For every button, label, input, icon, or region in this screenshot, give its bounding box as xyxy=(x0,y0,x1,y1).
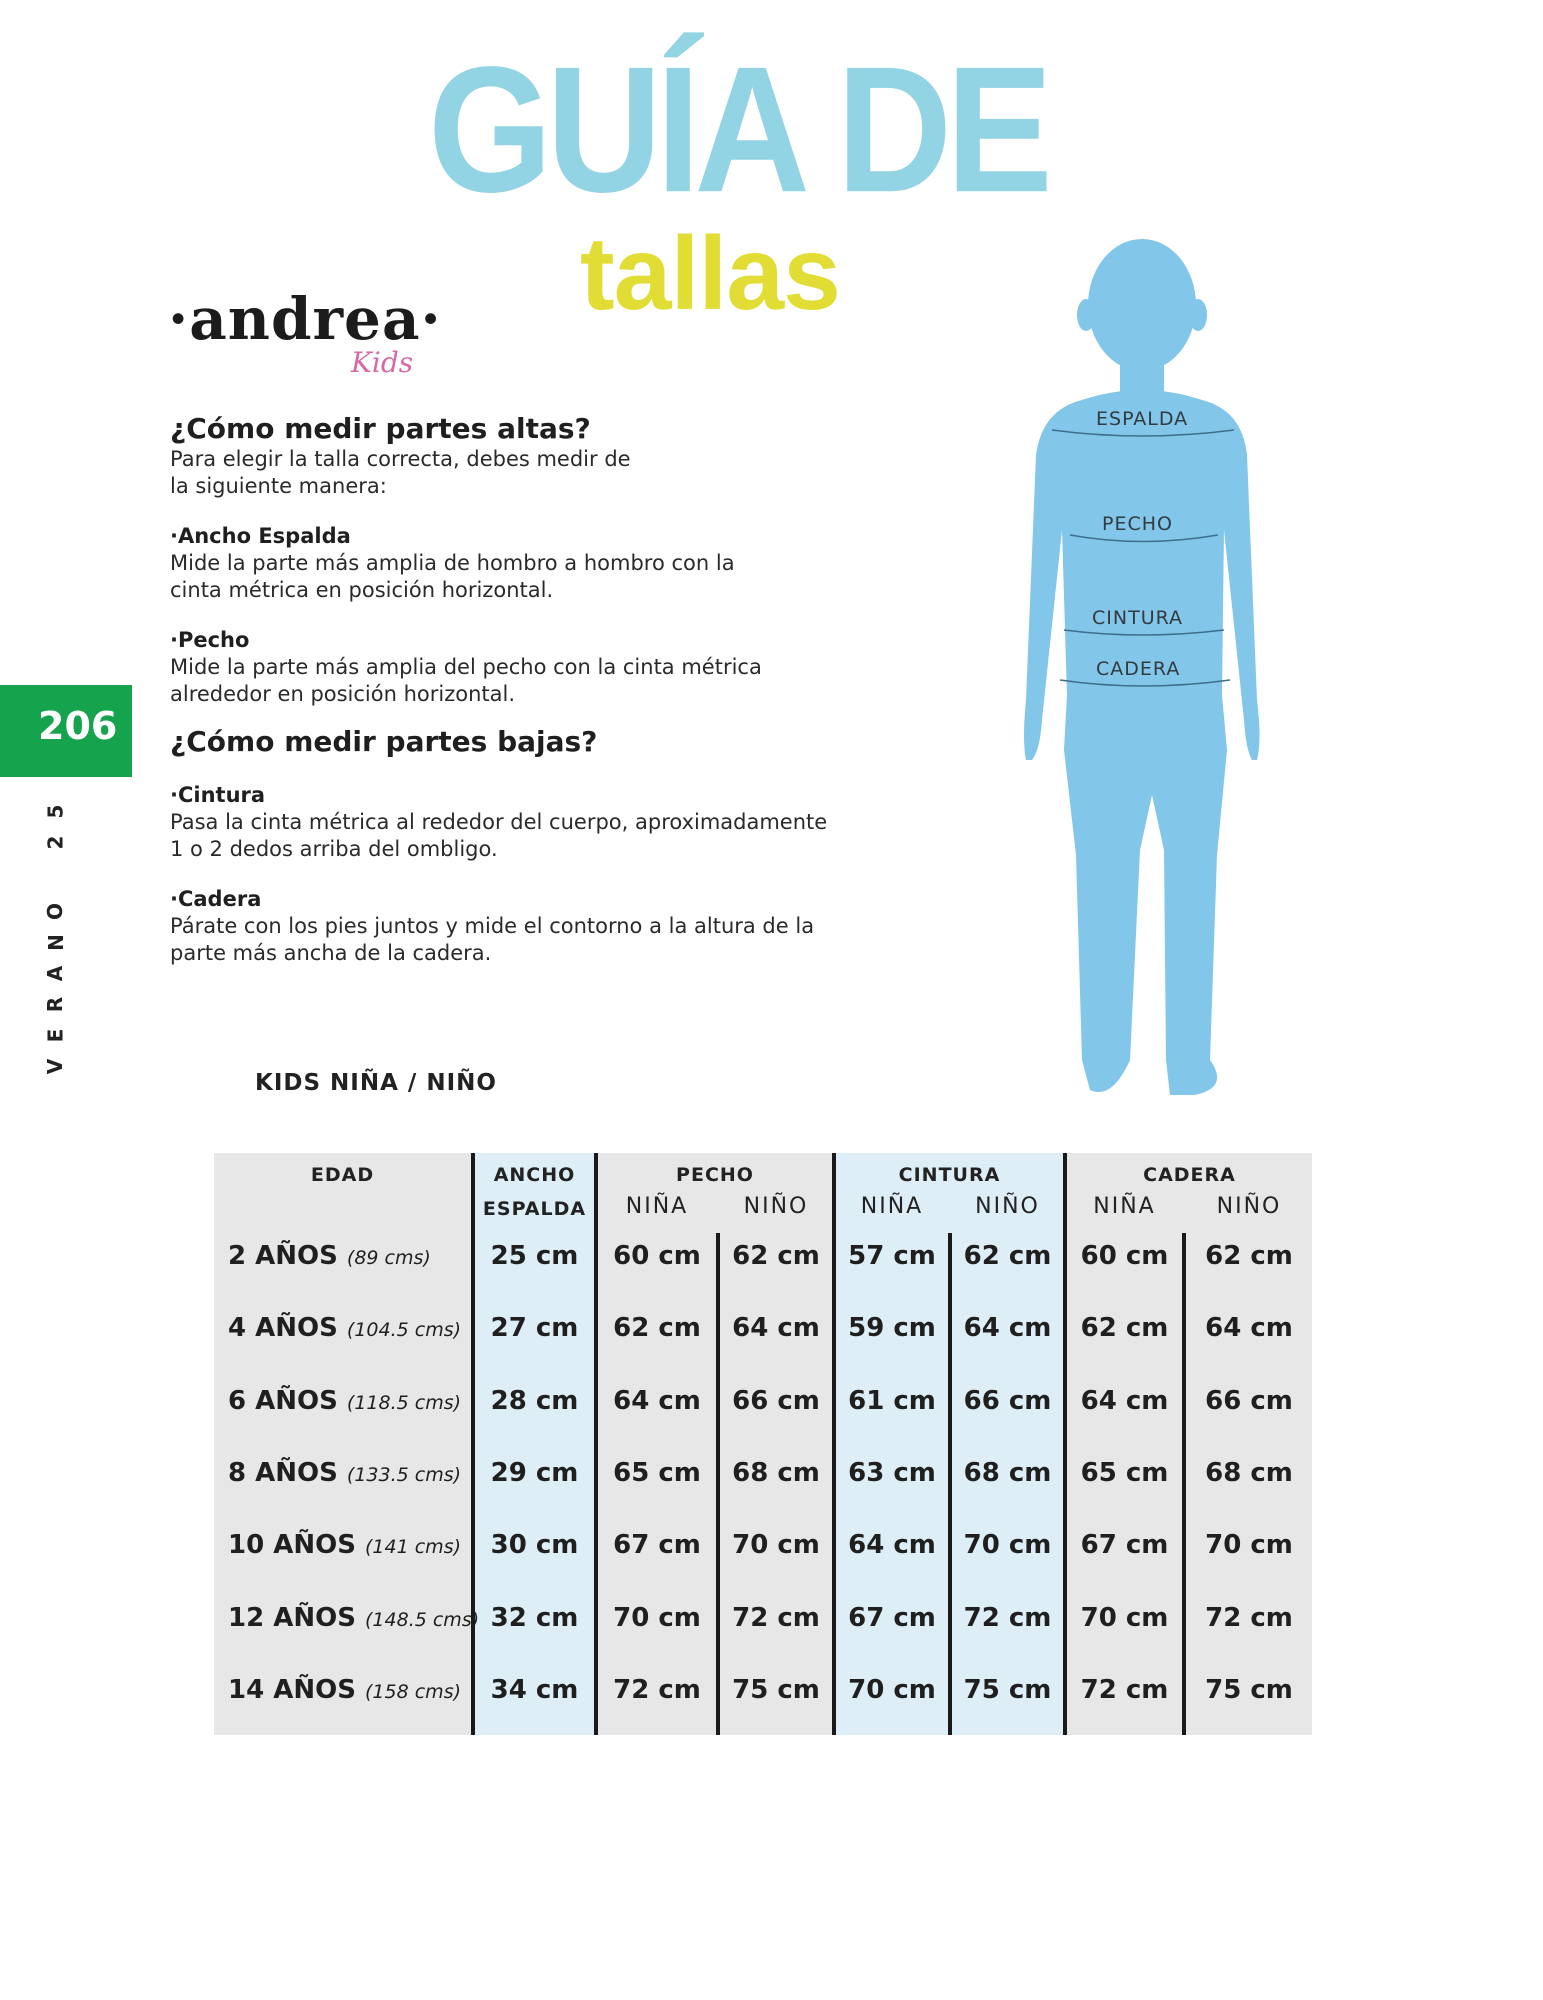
table-cell: 65 cm xyxy=(613,1458,701,1488)
header-espalda: ESPALDA xyxy=(482,1198,587,1220)
size-table xyxy=(214,1153,1312,1735)
upper-intro-line: la siguiente manera: xyxy=(170,473,387,498)
table-cell: 70 cm xyxy=(613,1603,701,1633)
item-title-pecho: ·Pecho xyxy=(170,627,250,652)
age-height: (133.5 cms) xyxy=(346,1464,462,1486)
item-text: alrededor en posición horizontal. xyxy=(170,681,516,706)
table-cell: 64 cm xyxy=(963,1313,1052,1343)
table-cell: 62 cm xyxy=(963,1241,1052,1271)
page-title: GUÍA DE xyxy=(428,28,1047,230)
season-letter: R xyxy=(43,996,68,1013)
subheader-nina: NIÑA xyxy=(860,1194,924,1219)
table-cell: 72 cm xyxy=(613,1675,701,1705)
header-ancho: ANCHO xyxy=(493,1164,576,1186)
table-cell: 70 cm xyxy=(732,1530,820,1560)
row-age xyxy=(228,1603,479,1633)
row-age xyxy=(228,1458,461,1488)
table-cell: 68 cm xyxy=(963,1458,1052,1488)
item-text: 1 o 2 dedos arriba del ombligo. xyxy=(170,836,498,861)
table-cell: 72 cm xyxy=(1080,1675,1169,1705)
item-text: Párate con los pies juntos y mide el contorno a la altura de la xyxy=(170,913,815,938)
season-letter: 5 xyxy=(43,804,68,819)
table-cell: 66 cm xyxy=(963,1386,1052,1416)
lower-instructions xyxy=(170,725,890,967)
table-cell: 67 cm xyxy=(848,1603,936,1633)
header-cadera: CADERA xyxy=(1143,1164,1236,1186)
season-letter: V xyxy=(43,1058,68,1075)
page-subtitle: tallas xyxy=(580,216,840,332)
upper-instructions xyxy=(170,412,890,708)
upper-intro-line: Para elegir la talla correcta, debes medir de xyxy=(170,446,631,471)
age-height: (89 cms) xyxy=(346,1247,431,1269)
item-text: Pasa la cinta métrica al rededor del cuerpo, aproximadamente xyxy=(170,809,828,834)
table-cell: 66 cm xyxy=(732,1386,820,1416)
lower-heading: ¿Cómo medir partes bajas? xyxy=(170,725,598,758)
age-label: 10 AÑOS xyxy=(228,1530,356,1560)
age-label: 6 AÑOS xyxy=(228,1386,338,1416)
subheader-nino: NIÑO xyxy=(975,1194,1040,1219)
brand-name: ·andrea· xyxy=(168,285,442,353)
item-title-ancho: ·Ancho Espalda xyxy=(170,523,351,548)
table-cell: 67 cm xyxy=(1080,1530,1169,1560)
table-cell: 62 cm xyxy=(1080,1313,1169,1343)
label-cadera: CADERA xyxy=(1096,658,1181,680)
age-height: (158 cms) xyxy=(365,1681,461,1703)
body-figure xyxy=(1012,230,1302,1100)
brand-logo xyxy=(168,285,442,379)
table-cell: 62 cm xyxy=(613,1313,701,1343)
age-height: (104.5 cms) xyxy=(346,1319,462,1341)
season-letter: O xyxy=(43,902,68,921)
age-label: 8 AÑOS xyxy=(228,1458,338,1488)
table-cell: 34 cm xyxy=(490,1675,579,1705)
table-cell: 70 cm xyxy=(1080,1603,1169,1633)
page-number: 206 xyxy=(38,704,118,748)
row-age xyxy=(228,1241,431,1271)
table-cell: 62 cm xyxy=(732,1241,820,1271)
item-title-cintura: ·Cintura xyxy=(170,782,266,807)
table-cell: 60 cm xyxy=(613,1241,701,1271)
age-height: (118.5 cms) xyxy=(346,1392,462,1414)
table-cell: 67 cm xyxy=(613,1530,701,1560)
table-cell: 57 cm xyxy=(848,1241,936,1271)
table-cell: 63 cm xyxy=(848,1458,936,1488)
row-age xyxy=(228,1530,461,1560)
item-text: Mide la parte más amplia de hombro a hombro con la xyxy=(170,550,735,575)
header-edad: EDAD xyxy=(310,1164,375,1186)
item-text: cinta métrica en posición horizontal. xyxy=(170,577,554,602)
season-letter: A xyxy=(43,965,68,982)
table-cell: 70 cm xyxy=(963,1530,1052,1560)
age-label: 2 AÑOS xyxy=(228,1241,338,1271)
row-age xyxy=(228,1313,461,1343)
table-cell: 30 cm xyxy=(490,1530,579,1560)
table-cell: 75 cm xyxy=(1205,1675,1293,1705)
item-title-cadera: ·Cadera xyxy=(170,886,262,911)
table-cell: 25 cm xyxy=(490,1241,579,1271)
table-cell: 68 cm xyxy=(732,1458,820,1488)
table-cell: 61 cm xyxy=(848,1386,936,1416)
table-cell: 75 cm xyxy=(732,1675,820,1705)
table-cell: 59 cm xyxy=(848,1313,936,1343)
table-cell: 65 cm xyxy=(1080,1458,1169,1488)
table-cell: 70 cm xyxy=(848,1675,936,1705)
table-cell: 29 cm xyxy=(490,1458,579,1488)
table-cell: 64 cm xyxy=(848,1530,936,1560)
table-cell: 72 cm xyxy=(1205,1603,1293,1633)
age-height: (141 cms) xyxy=(365,1536,461,1558)
item-text: parte más ancha de la cadera. xyxy=(170,940,492,965)
table-cell: 64 cm xyxy=(732,1313,820,1343)
table-cell: 75 cm xyxy=(963,1675,1052,1705)
page-number-tab xyxy=(0,685,132,777)
subheader-nino: NIÑO xyxy=(743,1194,809,1219)
subheader-nino: NIÑO xyxy=(1216,1194,1282,1219)
brand-sub: Kids xyxy=(351,346,414,379)
upper-heading: ¿Cómo medir partes altas? xyxy=(170,412,591,445)
table-cell: 66 cm xyxy=(1205,1386,1293,1416)
table-cell: 72 cm xyxy=(963,1603,1052,1633)
table-cell: 62 cm xyxy=(1205,1241,1293,1271)
table-cell: 64 cm xyxy=(1205,1313,1293,1343)
row-age xyxy=(228,1675,461,1705)
table-cell: 27 cm xyxy=(490,1313,579,1343)
table-cell: 70 cm xyxy=(1205,1530,1293,1560)
item-text: Mide la parte más amplia del pecho con la cinta métrica xyxy=(170,654,762,679)
header-cintura: CINTURA xyxy=(898,1164,1001,1186)
subheader-nina: NIÑA xyxy=(625,1194,689,1219)
season-letter: N xyxy=(43,934,68,951)
label-pecho: PECHO xyxy=(1102,513,1173,535)
table-cell: 68 cm xyxy=(1205,1458,1293,1488)
label-espalda: ESPALDA xyxy=(1096,408,1189,430)
age-label: 14 AÑOS xyxy=(228,1675,356,1705)
subheader-nina: NIÑA xyxy=(1093,1194,1156,1219)
season-letter: 2 xyxy=(43,835,68,850)
header-pecho: PECHO xyxy=(676,1164,754,1186)
age-height: (148.5 cms) xyxy=(365,1609,480,1631)
age-label: 4 AÑOS xyxy=(228,1313,338,1343)
row-age xyxy=(228,1386,461,1416)
label-cintura: CINTURA xyxy=(1092,607,1184,629)
table-cell: 72 cm xyxy=(732,1603,820,1633)
season-label xyxy=(43,796,69,1082)
table-cell: 28 cm xyxy=(490,1386,579,1416)
season-letter: E xyxy=(43,1028,68,1043)
age-label: 12 AÑOS xyxy=(228,1603,356,1633)
table-cell: 32 cm xyxy=(490,1603,579,1633)
table-cell: 64 cm xyxy=(613,1386,701,1416)
table-title: KIDS NIÑA / NIÑO xyxy=(255,1070,497,1096)
table-cell: 60 cm xyxy=(1080,1241,1169,1271)
table-cell: 64 cm xyxy=(1080,1386,1169,1416)
